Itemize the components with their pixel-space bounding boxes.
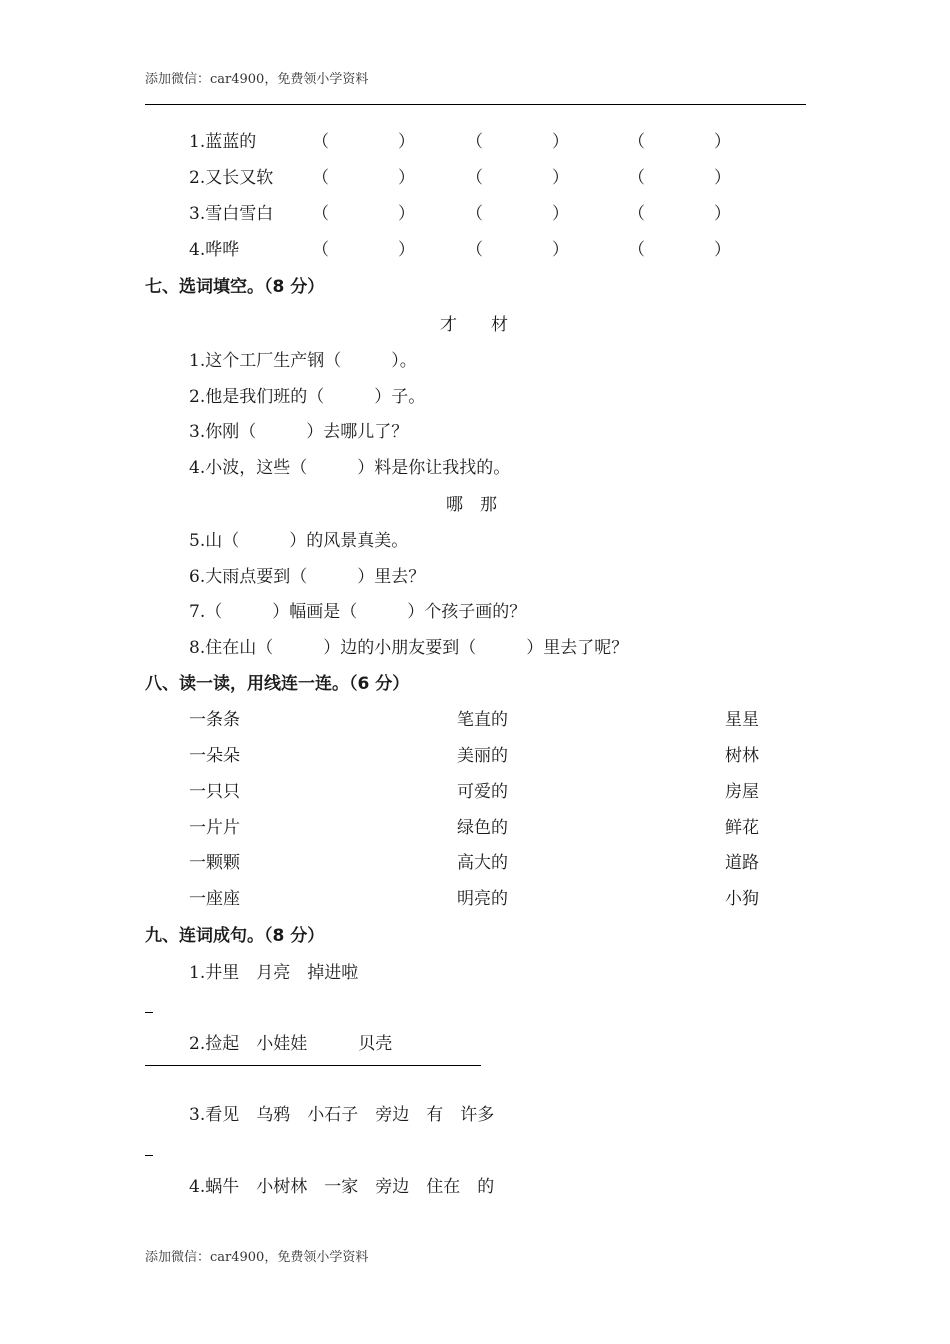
blank-open-paren[interactable]: （ — [466, 240, 483, 260]
fill-blank-question — [189, 562, 425, 587]
question-part-b: ）去哪儿了？ — [306, 422, 409, 442]
match-word-col3[interactable]: 星星 — [725, 710, 759, 730]
q8-part-c: ）里去了呢？ — [526, 638, 629, 658]
fill-blank-question — [189, 382, 425, 407]
header-note: 添加微信：car4900，免费领小学资料 — [145, 72, 369, 87]
footer-note: 添加微信：car4900，免费领小学资料 — [145, 1250, 369, 1265]
question-part-a: 6.大雨点要到（ — [189, 567, 308, 587]
blank-open-paren[interactable]: （ — [466, 132, 483, 152]
blank-open-paren[interactable]: （ — [312, 240, 329, 260]
q7-part-b: ）幅画是（ — [272, 602, 358, 622]
blank-close-paren: ） — [398, 240, 415, 260]
blank-close-paren: ） — [552, 240, 569, 260]
question-part-a: 1.这个工厂生产钢（ — [189, 351, 342, 371]
match-word-col1[interactable]: 一只只 — [189, 782, 240, 802]
blank-open-paren[interactable]: （ — [628, 132, 645, 152]
blank-close-paren: ） — [714, 168, 731, 188]
word-pair-na — [446, 490, 497, 515]
match-word-col2[interactable]: 高大的 — [457, 853, 508, 873]
match-word-col3[interactable]: 树林 — [725, 746, 759, 766]
blank-open-paren[interactable]: （ — [628, 240, 645, 260]
blank-close-paren: ） — [714, 132, 731, 152]
blank-open-paren[interactable]: （ — [628, 168, 645, 188]
blank-open-paren[interactable]: （ — [312, 204, 329, 224]
q8-part-b: ）边的小朋友要到（ — [323, 638, 477, 658]
fill-blank-question — [189, 526, 408, 551]
describe-row-label: 2.又长又软 — [189, 168, 274, 188]
blank-close-paren: ） — [552, 204, 569, 224]
question-part-b: ）。 — [391, 351, 417, 371]
match-word-col2[interactable]: 明亮的 — [457, 889, 508, 909]
match-word-col2[interactable]: 可爱的 — [457, 782, 508, 802]
section-9-title: 九、连词成句。（8 分） — [145, 926, 325, 946]
sentence-item-3: 3.看见 乌鸦 小石子 旁边 有 许多 — [189, 1105, 495, 1125]
sentence-item-1: 1.井里 月亮 掉进啦 — [189, 963, 359, 983]
sentence-item-4: 4.蜗牛 小树林 一家 旁边 住在 的 — [189, 1177, 495, 1197]
match-word-col1[interactable]: 一颗颗 — [189, 853, 240, 873]
word-pair-cai: 才 材 — [440, 315, 508, 335]
blank-open-paren[interactable]: （ — [466, 204, 483, 224]
question-part-a: 2.他是我们班的（ — [189, 387, 325, 407]
match-word-col1[interactable]: 一条条 — [189, 710, 240, 730]
match-word-col2[interactable]: 美丽的 — [457, 746, 508, 766]
question-part-b: ）里去？ — [357, 567, 426, 587]
match-word-col1[interactable]: 一座座 — [189, 889, 240, 909]
match-word-col1[interactable]: 一朵朵 — [189, 746, 240, 766]
describe-row-label: 1.蓝蓝的 — [189, 132, 257, 152]
blank-close-paren: ） — [552, 168, 569, 188]
q7-part-c: ）个孩子画的？ — [407, 602, 527, 622]
question-part-a: 5.山（ — [189, 531, 240, 551]
blank-close-paren: ） — [714, 240, 731, 260]
match-word-col3[interactable]: 小狗 — [725, 889, 759, 909]
blank-open-paren[interactable]: （ — [466, 168, 483, 188]
sentence-item-2: 2.捡起 小娃娃 贝壳 — [189, 1034, 393, 1054]
match-word-col2[interactable]: 绿色的 — [457, 818, 508, 838]
question-part-b: ）的风景真美。 — [289, 531, 409, 551]
blank-close-paren: ） — [398, 168, 415, 188]
match-word-col3[interactable]: 房屋 — [725, 782, 759, 802]
match-word-col1[interactable]: 一片片 — [189, 818, 240, 838]
fill-blank-question — [189, 417, 408, 442]
question-7 — [189, 597, 526, 622]
question-8 — [189, 633, 628, 658]
question-part-b: ）子。 — [374, 387, 426, 407]
header-rule — [145, 104, 806, 105]
q8-part-a: 8.住在山（ — [189, 638, 274, 658]
question-part-a: 4.小波，这些（ — [189, 458, 308, 478]
word-pair-na-text: 哪 那 — [446, 495, 497, 515]
blank-close-paren: ） — [398, 132, 415, 152]
q7-part-a: 7.（ — [189, 602, 223, 622]
section-7-title: 七、选词填空。（8 分） — [145, 277, 325, 297]
blank-close-paren: ） — [552, 132, 569, 152]
match-word-col2[interactable]: 笔直的 — [457, 710, 508, 730]
describe-row-label: 4.哗哗 — [189, 240, 240, 260]
blank-open-paren[interactable]: （ — [312, 168, 329, 188]
question-part-a: 3.你刚（ — [189, 422, 257, 442]
answer-mark-3 — [145, 1155, 153, 1156]
fill-blank-question — [189, 453, 510, 478]
match-word-col3[interactable]: 道路 — [725, 853, 759, 873]
answer-line-2[interactable] — [145, 1065, 481, 1066]
match-word-col3[interactable]: 鲜花 — [725, 818, 759, 838]
describe-row-label: 3.雪白雪白 — [189, 204, 274, 224]
fill-blank-question — [189, 346, 417, 371]
answer-mark-1 — [145, 1012, 153, 1013]
section-8-title: 八、读一读，用线连一连。（6 分） — [145, 674, 410, 694]
blank-open-paren[interactable]: （ — [312, 132, 329, 152]
blank-open-paren[interactable]: （ — [628, 204, 645, 224]
question-part-b: ）料是你让我找的。 — [357, 458, 511, 478]
blank-close-paren: ） — [714, 204, 731, 224]
blank-close-paren: ） — [398, 204, 415, 224]
